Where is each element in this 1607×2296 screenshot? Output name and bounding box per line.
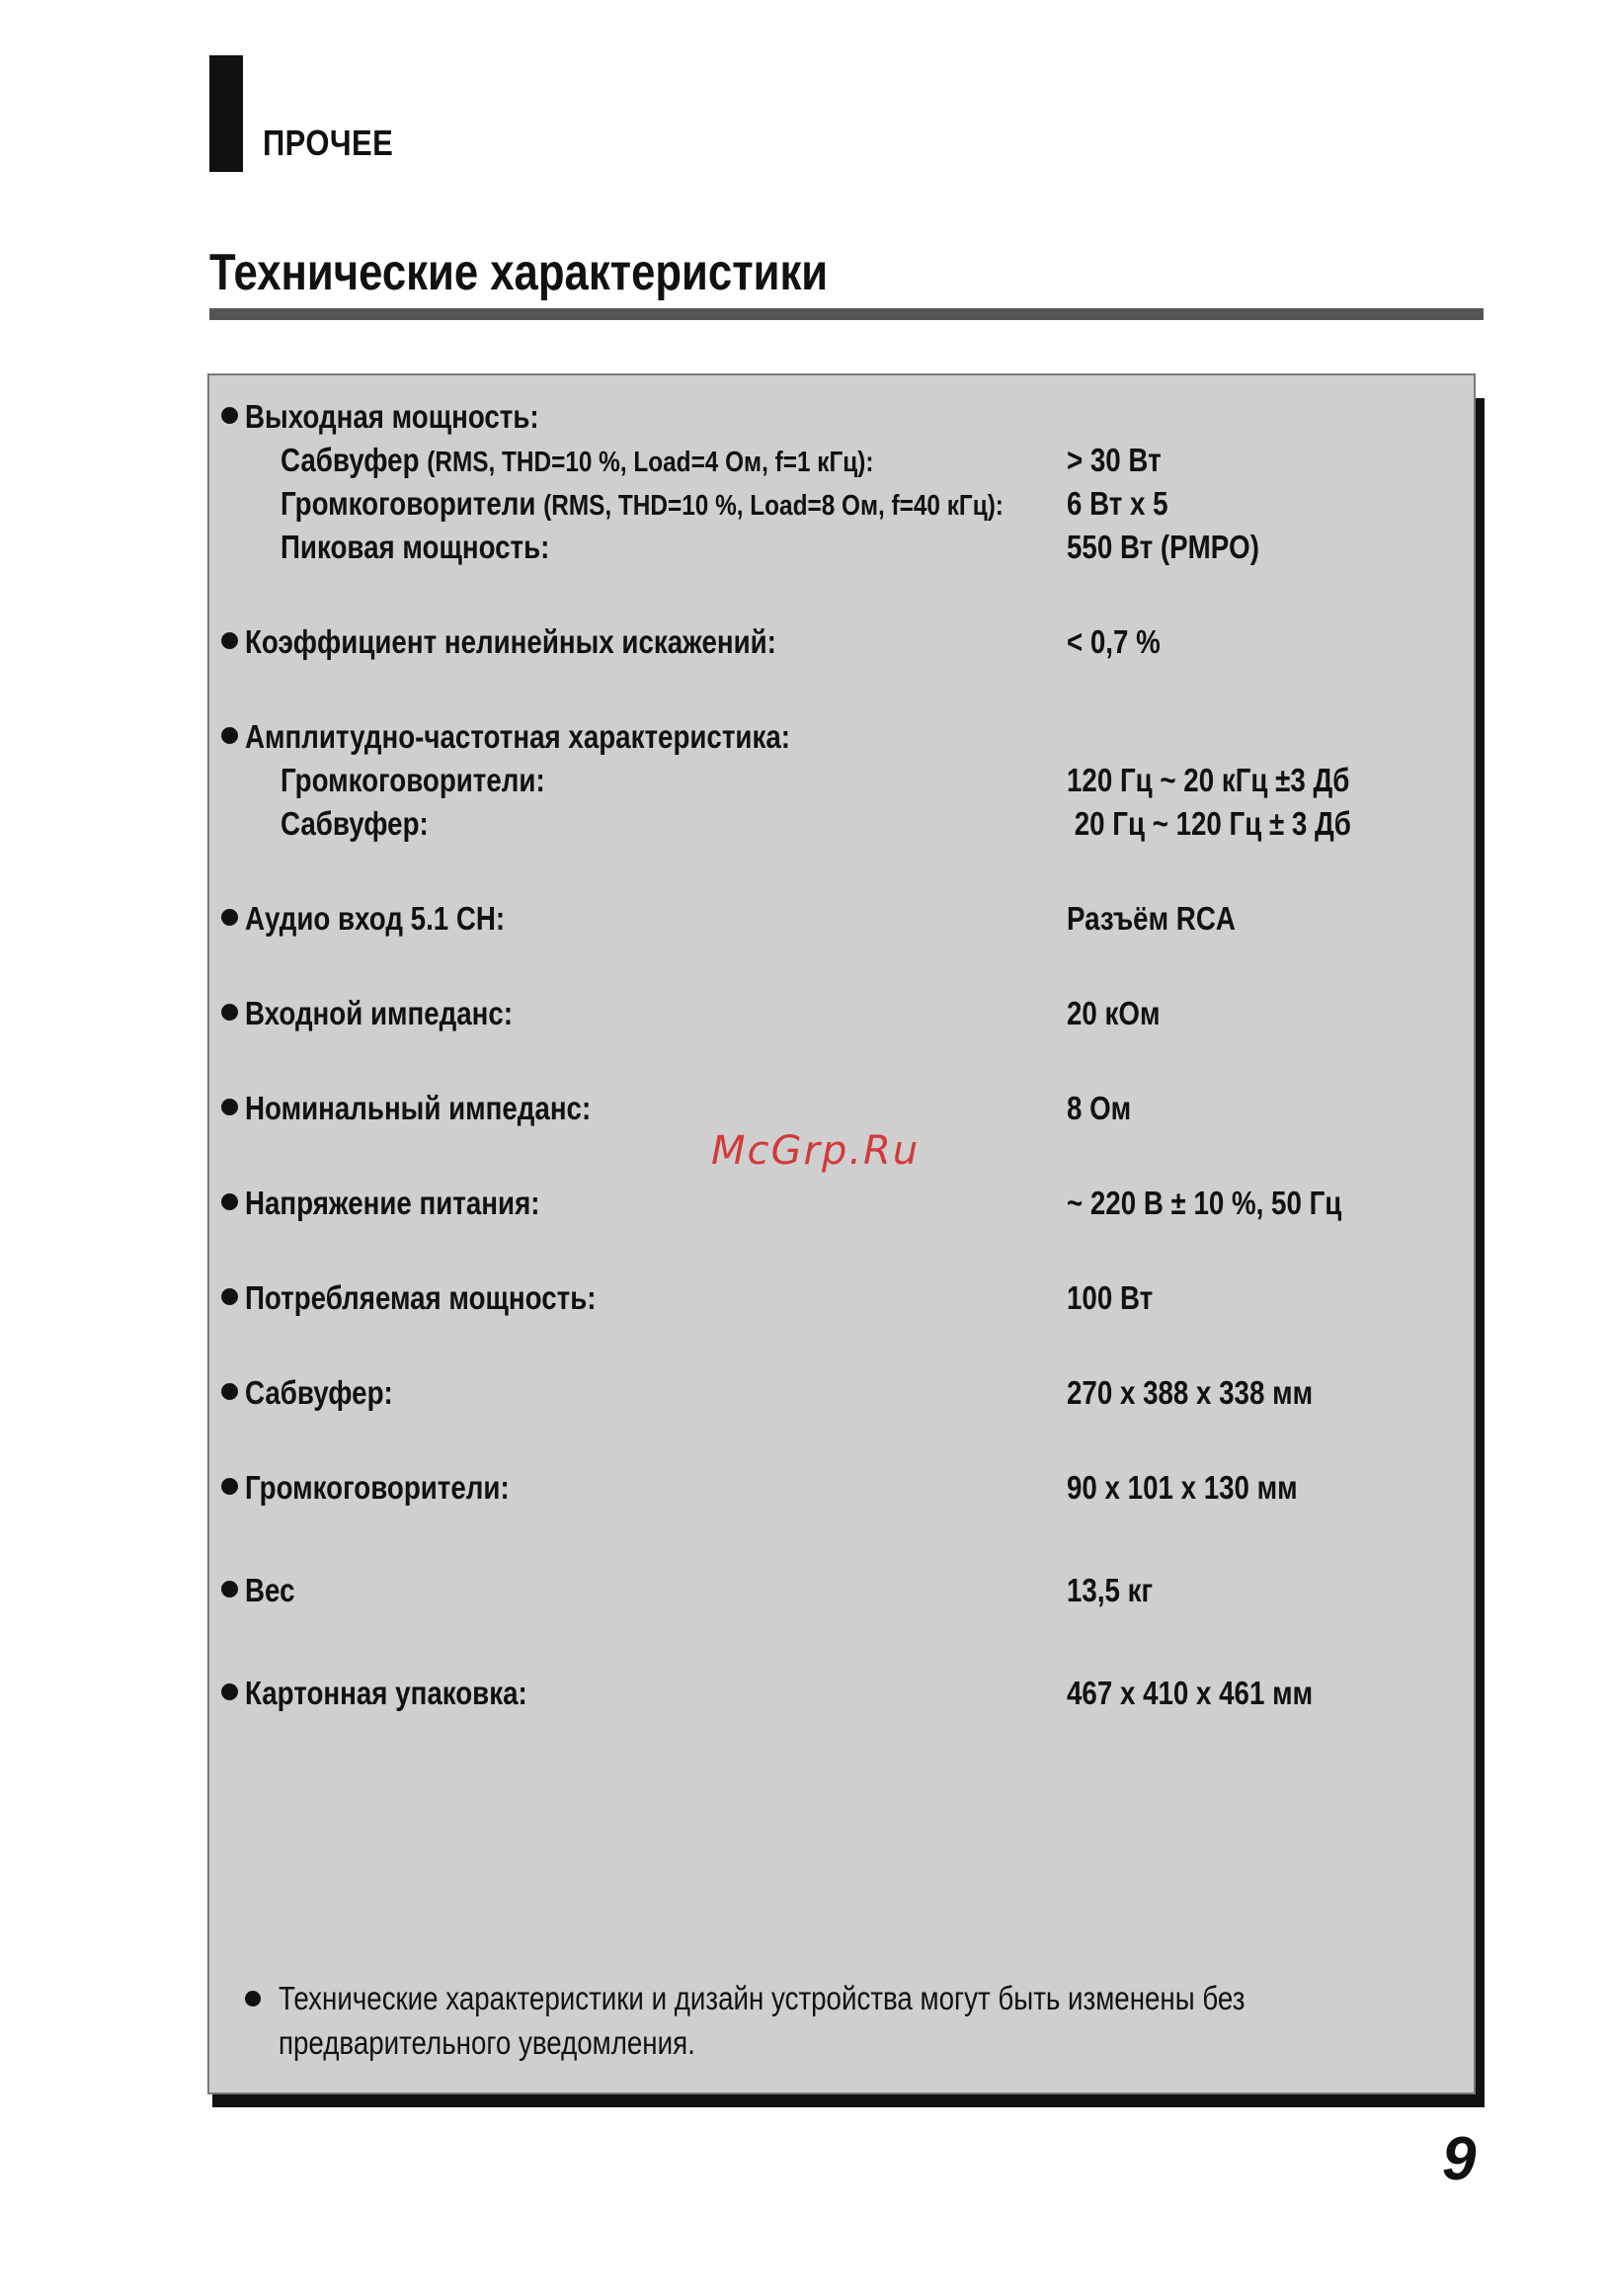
spec-value: 13,5 кг bbox=[1067, 1572, 1154, 1608]
spec-value: < 0,7 % bbox=[1067, 623, 1161, 660]
bullet-icon bbox=[221, 632, 238, 649]
spec-value: 100 Вт bbox=[1067, 1279, 1154, 1316]
spec-sublabel: Громкоговорители (RMS, THD=10 %, Load=8 Ом, f=40 кГц): bbox=[281, 485, 1004, 522]
section-marker-bar bbox=[209, 55, 243, 172]
spec-output-power bbox=[209, 395, 1474, 439]
spec-value: Разъём RCA bbox=[1067, 900, 1236, 937]
spec-output-power-subwoofer bbox=[209, 439, 1474, 482]
spec-label: Потребляемая мощность: bbox=[245, 1279, 597, 1316]
spec-nominal-impedance bbox=[209, 1087, 1474, 1130]
spec-speakers-size bbox=[209, 1466, 1474, 1510]
spec-sublabel: Сабвуфер (RMS, THD=10 %, Load=4 Ом, f=1 кГц): bbox=[281, 442, 874, 478]
page-title: Технические характеристики bbox=[209, 244, 829, 301]
bullet-icon bbox=[221, 1004, 238, 1021]
spec-output-power-peak bbox=[209, 526, 1474, 569]
spec-label: Амплитудно-частотная характеристика: bbox=[245, 718, 790, 755]
spec-value: ~ 220 В ± 10 %, 50 Гц bbox=[1067, 1185, 1342, 1221]
spec-value: 8 Ом bbox=[1067, 1090, 1132, 1126]
spec-label: Громкоговорители: bbox=[245, 1469, 510, 1506]
bullet-icon bbox=[221, 1193, 238, 1210]
spec-sublabel: Сабвуфер: bbox=[281, 805, 429, 842]
spec-sublabel: Пиковая мощность: bbox=[281, 529, 550, 565]
spec-label: Номинальный импеданс: bbox=[245, 1090, 592, 1126]
spec-label: Картонная упаковка: bbox=[245, 1675, 527, 1711]
title-underline bbox=[209, 308, 1484, 320]
spec-label: Аудио вход 5.1 CH: bbox=[245, 900, 506, 937]
spec-value: 90 x 101 x 130 мм bbox=[1067, 1469, 1298, 1506]
page-number: 9 bbox=[1442, 2125, 1477, 2193]
bullet-icon bbox=[221, 1478, 238, 1495]
spec-power-supply bbox=[209, 1182, 1474, 1225]
bullet-icon bbox=[221, 1581, 238, 1598]
bullet-icon bbox=[221, 909, 238, 926]
spec-sublabel: Громкоговорители: bbox=[281, 762, 545, 798]
bullet-icon bbox=[221, 407, 238, 424]
spec-label: Вес bbox=[245, 1572, 295, 1608]
spec-label: Напряжение питания: bbox=[245, 1185, 540, 1221]
disclaimer-line: предварительного уведомления. bbox=[279, 2024, 695, 2061]
spec-freq-response bbox=[209, 715, 1474, 759]
spec-value: 467 x 410 x 461 мм bbox=[1067, 1675, 1314, 1711]
disclaimer-text bbox=[279, 1976, 1440, 2065]
spec-value: 20 кОм bbox=[1067, 995, 1161, 1031]
spec-value: 550 Вт (PMPO) bbox=[1067, 529, 1259, 565]
disclaimer-line: Технические характеристики и дизайн устройства могут быть изменены без bbox=[279, 1980, 1245, 2016]
spec-input-impedance bbox=[209, 992, 1474, 1035]
spec-value: 20 Гц ~ 120 Гц ± 3 Дб bbox=[1067, 805, 1351, 842]
spec-subwoofer-size bbox=[209, 1371, 1474, 1415]
spec-audio-input bbox=[209, 897, 1474, 941]
spec-freq-response-subwoofer bbox=[209, 802, 1474, 846]
spec-thd bbox=[209, 620, 1474, 664]
spec-output-power-speakers bbox=[209, 482, 1474, 526]
spec-label: Коэффициент нелинейных искажений: bbox=[245, 623, 776, 660]
spec-label: Входной импеданс: bbox=[245, 995, 514, 1031]
spec-label: Выходная мощность: bbox=[245, 398, 539, 435]
spec-packaging bbox=[209, 1672, 1474, 1715]
watermark: McGrp.Ru bbox=[711, 1128, 921, 1174]
spec-freq-response-speakers bbox=[209, 759, 1474, 802]
spec-label: Сабвуфер: bbox=[245, 1374, 393, 1411]
spec-value: > 30 Вт bbox=[1067, 442, 1162, 478]
spec-value: 6 Вт x 5 bbox=[1067, 485, 1168, 522]
bullet-icon bbox=[221, 1099, 238, 1115]
section-label: ПРОЧЕЕ bbox=[263, 123, 394, 163]
spec-box bbox=[207, 373, 1476, 2094]
spec-power-consumption bbox=[209, 1276, 1474, 1320]
bullet-icon bbox=[221, 1383, 238, 1400]
bullet-icon bbox=[221, 1683, 238, 1700]
bullet-icon bbox=[221, 1288, 238, 1305]
bullet-icon bbox=[245, 1991, 261, 2007]
spec-value: 270 x 388 x 338 мм bbox=[1067, 1374, 1314, 1411]
spec-weight bbox=[209, 1569, 1474, 1612]
spec-value: 120 Гц ~ 20 кГц ±3 Дб bbox=[1067, 762, 1350, 798]
bullet-icon bbox=[221, 727, 238, 744]
